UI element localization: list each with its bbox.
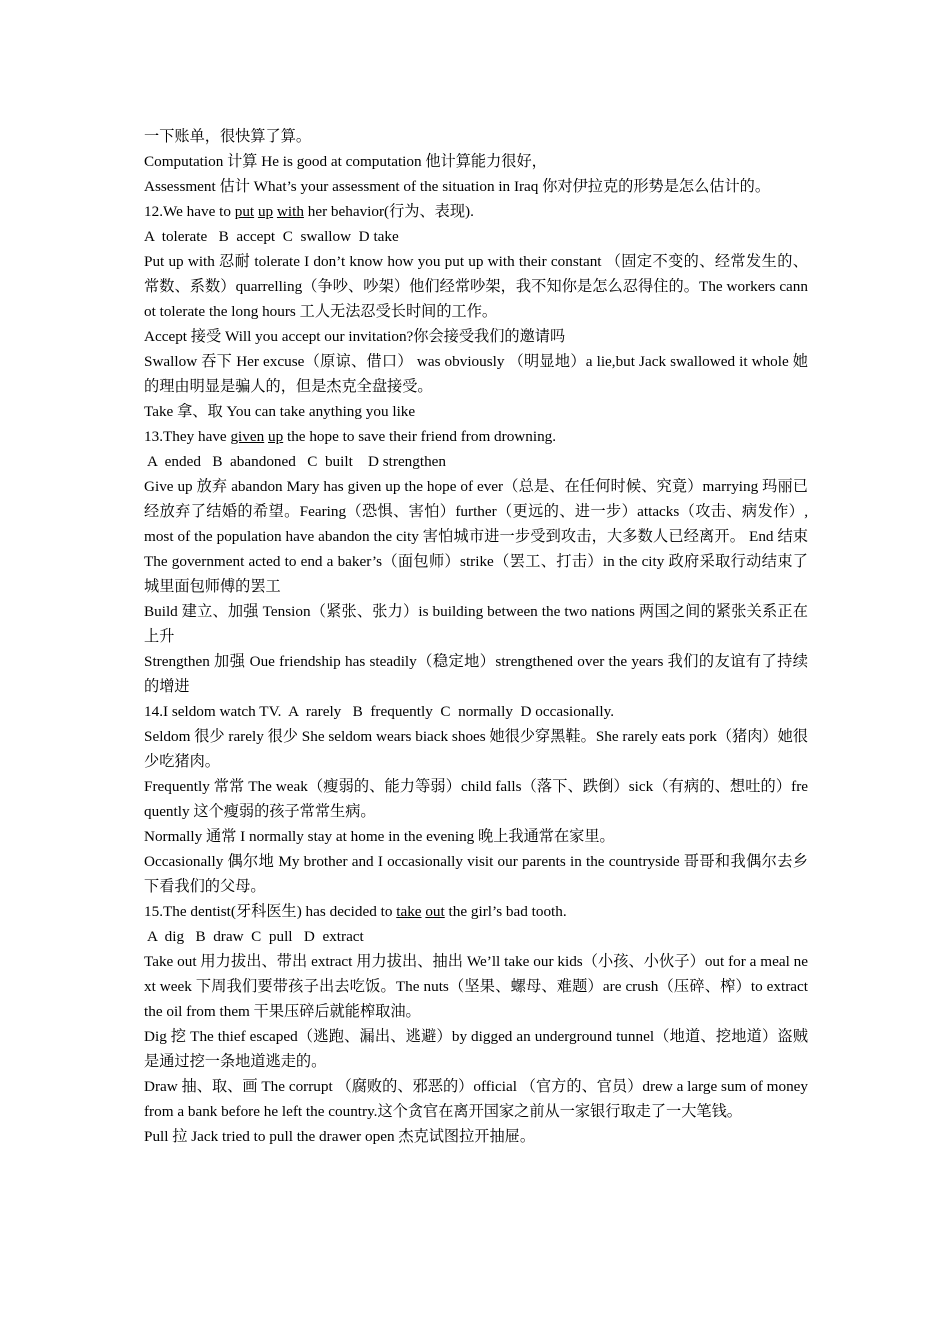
paragraph: Seldom 很少 rarely 很少 She seldom wears biack shoes 她很少穿黑鞋。She rarely eats pork（猪肉）她很少吃猪肉。 <box>144 728 808 770</box>
paragraph: Swallow 吞下 Her excuse（原谅、借口） was obviously （明显地）a lie,but Jack swallowed it whole 她的理由明显是骗人的，但是杰克全盘接受。 <box>144 353 808 395</box>
paragraph: Dig 挖 The thief escaped（逃跑、漏出、逃避）by digged an underground tunnel（地道、挖地道）盗贼是通过挖一条地道逃走的。 <box>144 1028 808 1070</box>
underlined-word: out <box>425 903 445 920</box>
question-12-suffix: her behavior(行为、表现). <box>303 203 474 220</box>
question-13-prefix: 13.They have <box>144 428 231 445</box>
question-13-suffix: the hope to save their friend from drowning. <box>283 428 557 445</box>
paragraph: Take 拿、取 You can take anything you like <box>144 403 416 420</box>
question-12 <box>144 199 808 224</box>
question-13 <box>144 424 808 449</box>
paragraph: Give up 放弃 abandon Mary has given up the hope of ever（总是、在任何时候、究竟）marrying 玛丽已经放弃了结婚的希望。Fearing（恐惧、害怕）further（更远的、进一步）attacks（攻击、病发作）, most of the population have abandon the city 害怕城市进一步受到攻击，大多数人已经离开。 End 结束 The government acted to end a baker’s（面包师）strike（罢工、打击）in the city 政府采取行动结束了城里面包师傅的罢工 <box>144 478 808 595</box>
paragraph: Build 建立、加强 Tension（紧张、张力）is building between the two nations 两国之间的紧张关系正在上升 <box>144 603 808 645</box>
underlined-word: take <box>396 903 422 920</box>
paragraph: Occasionally 偶尔地 My brother and I occasionally visit our parents in the countryside 哥哥和我偶尔去乡下看我们的父母。 <box>144 853 808 895</box>
paragraph: Take out 用力拔出、带出 extract 用力拔出、抽出 We’ll take our kids（小孩、小伙子）out for a meal next week 下周我们要带孩子出去吃饭。The nuts（坚果、螺母、难题）are crush（压碎、榨）to extract the oil from them 干果压碎后就能榨取油。 <box>144 953 808 1020</box>
paragraph: Assessment 估计 What’s your assessment of the situation in Iraq 你对伊拉克的形势是怎么估计的。 <box>144 178 771 195</box>
paragraph: 一下账单，很快算了算。 <box>144 128 312 145</box>
paragraph: Pull 拉 Jack tried to pull the drawer open 杰克试图拉开抽屉。 <box>144 1128 536 1145</box>
underlined-word: with <box>276 203 304 220</box>
question-15 <box>144 899 808 924</box>
underlined-word: given <box>230 428 265 445</box>
paragraph: Put up with 忍耐 tolerate I don’t know how you put up with their constant （固定不变的、经常发生的、常数、系数）quarrelling（争吵、吵架）他们经常吵架，我不知你是怎么忍得住的。The workers cannot tolerate the long hours 工人无法忍受长时间的工作。 <box>144 253 808 320</box>
paragraph: Strengthen 加强 Oue friendship has steadily（稳定地）strengthened over the years 我们的友谊有了持续的增进 <box>144 653 808 695</box>
answer-options: A dig B draw C pull D extract <box>144 928 364 945</box>
document-page <box>144 124 808 1149</box>
answer-options: A tolerate B accept C swallow D take <box>144 228 399 245</box>
question-12-prefix: 12.We have to <box>144 203 235 220</box>
question-15-prefix: 15.The dentist(牙科医生) has decided to <box>144 903 397 920</box>
paragraph: Normally 通常 I normally stay at home in the evening 晚上我通常在家里。 <box>144 828 615 845</box>
underlined-word: put <box>234 203 255 220</box>
answer-options: A ended B abandoned C built D strengthen <box>144 453 447 470</box>
underlined-word: up <box>257 203 274 220</box>
paragraph: Frequently 常常 The weak（瘦弱的、能力等弱）child falls（落下、跌倒）sick（有病的、想吐的）frequently 这个瘦弱的孩子常常生病。 <box>144 778 808 820</box>
paragraph: Draw 抽、取、画 The corrupt （腐败的、邪恶的）official （官方的、官员）drew a large sum of money from a bank before he left the country.这个贪官在离开国家之前从一家银行取走了一大笔钱。 <box>144 1078 808 1120</box>
paragraph: Computation 计算 He is good at computation 他计算能力很好， <box>144 153 547 170</box>
question-15-suffix: the girl’s bad tooth. <box>444 903 567 920</box>
paragraph: Accept 接受 Will you accept our invitation?你会接受我们的邀请吗 <box>144 328 566 345</box>
question-14: 14.I seldom watch TV. A rarely B frequently C normally D occasionally. <box>144 703 615 720</box>
underlined-word: up <box>268 428 284 445</box>
